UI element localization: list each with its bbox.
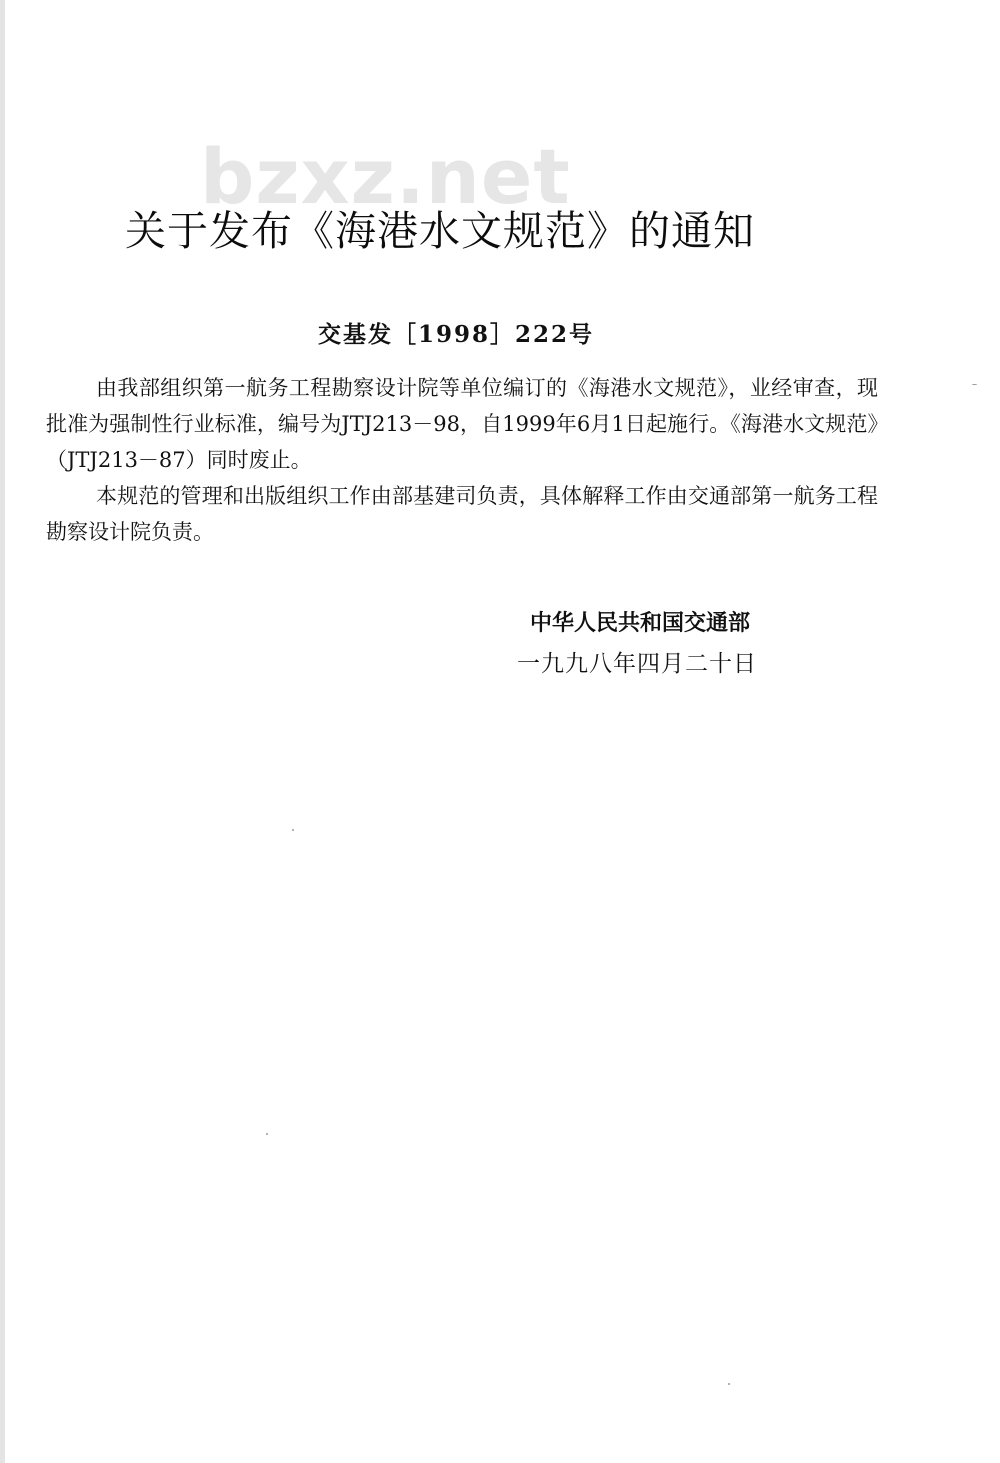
paragraph-responsibility: 本规范的管理和出版组织工作由部基建司负责，具体解释工作由交通部第一航务工程勘察设计院负责。: [46, 484, 878, 544]
issuing-authority: 中华人民共和国交通部: [530, 610, 751, 636]
paragraph-approval: 由我部组织第一航务工程勘察设计院等单位编订的《海港水文规范》，业经审查，现批准为强制性行业标准，编号为JTJ213－98，自1999年6月1日起施行。《海港水文规范》（JTJ213－87）同时废止。: [46, 376, 878, 472]
issue-date: 一九九八年四月二十日: [517, 651, 757, 677]
scan-speck: [972, 384, 977, 385]
scan-speck: [266, 1133, 268, 1135]
scan-speck: [728, 1383, 730, 1385]
scan-speck: [292, 829, 294, 831]
document-number: 交基发［1998］222号: [318, 321, 595, 348]
watermark: bzxz.net: [200, 132, 571, 221]
notice-body: [46, 370, 878, 550]
page-title: 关于发布《海港水文规范》的通知: [125, 207, 755, 255]
scan-edge-shadow: [0, 0, 5, 1463]
